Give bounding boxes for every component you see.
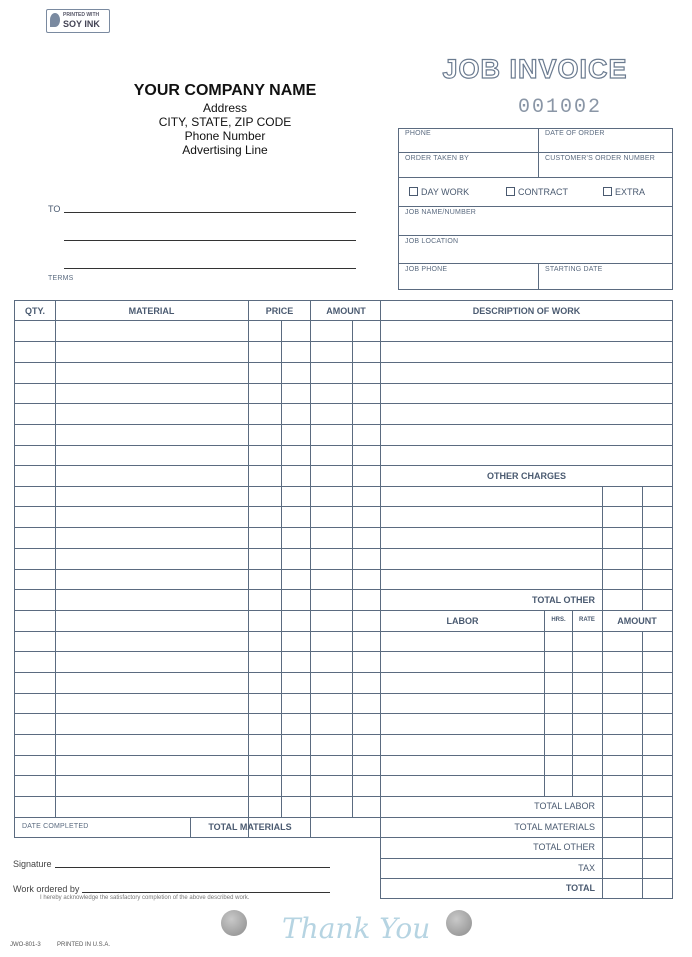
job-name-number-label: JOB NAME/NUMBER (405, 209, 477, 216)
right-row-line (381, 693, 673, 694)
qty-header: QTY. (24, 306, 45, 316)
price-divider (310, 300, 311, 838)
total-materials-left-label: TOTAL MATERIALS (208, 822, 292, 832)
invoice-number: 001002 (517, 96, 602, 119)
left-row-line (14, 548, 381, 549)
right-row-line (381, 672, 673, 673)
right-row-line (381, 548, 673, 549)
right-row-line (381, 527, 673, 528)
hrs-header: HRS. (551, 617, 566, 623)
left-row-line (14, 506, 381, 507)
right-row-line (381, 465, 673, 466)
price-cents-divider (281, 320, 282, 817)
price-header: PRICE (265, 306, 294, 316)
material-header: MATERIAL (128, 306, 175, 316)
total-labor-label: TOTAL LABOR (534, 801, 595, 811)
phone-label: PHONE (405, 130, 431, 137)
to-line-3[interactable] (64, 268, 356, 269)
summary-tax-label: TAX (578, 863, 595, 873)
thank-you-text: Thank You (282, 912, 431, 945)
left-row-line (14, 672, 381, 673)
labor-header: LABOR (446, 616, 479, 626)
qty-divider (55, 300, 56, 817)
signature-line[interactable] (55, 867, 330, 868)
job-location-label: JOB LOCATION (405, 238, 459, 245)
right-row-line (381, 424, 673, 425)
right-row-line (381, 506, 673, 507)
left-row-line (14, 341, 381, 342)
company-phone: Phone Number (184, 129, 266, 143)
rate-header: RATE (579, 617, 595, 623)
date-completed-label: DATE COMPLETED (22, 823, 89, 830)
material-divider (248, 300, 249, 838)
left-row-line (14, 631, 381, 632)
left-row-line (14, 424, 381, 425)
left-row-line (14, 734, 381, 735)
left-row-line (14, 486, 381, 487)
left-row-line (14, 755, 381, 756)
other-charges-header: OTHER CHARGES (486, 471, 566, 481)
left-row-line (14, 445, 381, 446)
starting-date-label: STARTING DATE (545, 266, 603, 273)
logo-line1: PRINTED WITH (63, 12, 100, 18)
right-row-line (381, 486, 673, 487)
summary-row-line (380, 878, 673, 879)
left-row-line (14, 465, 381, 466)
left-row-line (14, 693, 381, 694)
form-code: JWO-801-3 (10, 942, 41, 948)
signature-label: Signature (13, 859, 52, 869)
to-line-2[interactable] (64, 240, 356, 241)
company-address: Address (202, 101, 248, 115)
punch-hole-right (446, 910, 472, 936)
left-row-line (14, 589, 381, 590)
right-row-line (381, 796, 673, 797)
summary-cents-divider (642, 837, 643, 899)
right-row-line (381, 383, 673, 384)
soy-ink-logo (46, 9, 110, 33)
amount-header: AMOUNT (326, 306, 366, 316)
right-row-line (381, 713, 673, 714)
date-of-order-label: DATE OF ORDER (545, 130, 605, 137)
to-line-1[interactable] (64, 212, 356, 213)
summary-amount-divider (602, 837, 603, 899)
labor-amount-divider (602, 610, 603, 838)
job-phone-label: JOB PHONE (405, 266, 448, 273)
right-row-line (381, 817, 673, 818)
customer-order-number-label: CUSTOMER'S ORDER NUMBER (545, 155, 656, 162)
right-row-line (381, 403, 673, 404)
left-row-line (14, 775, 381, 776)
order-taken-by-label: ORDER TAKEN BY (405, 155, 469, 162)
invoice-title: JOB INVOICE (442, 54, 628, 84)
day-work-label: DAY WORK (421, 187, 470, 197)
description-header: DESCRIPTION OF WORK (472, 306, 581, 316)
left-row-line (14, 320, 381, 321)
right-row-line (381, 445, 673, 446)
right-row-line (381, 651, 673, 652)
summary-total-label: TOTAL (565, 883, 595, 893)
left-row-line (14, 610, 381, 611)
left-row-line (14, 362, 381, 363)
labor-amount-header: AMOUNT (617, 616, 657, 626)
left-row-line (14, 569, 381, 570)
total-materials-right-label: TOTAL MATERIALS (514, 822, 595, 832)
total-other-label: TOTAL OTHER (532, 595, 595, 605)
work-ordered-by-label: Work ordered by (13, 884, 80, 894)
acknowledge-text: I hereby acknowledge the satisfactory completion of the above described work. (40, 895, 250, 901)
hrs-divider (544, 610, 545, 796)
extra-checkbox[interactable] (603, 187, 612, 196)
terms-label: TERMS (48, 275, 74, 282)
right-row-line (381, 755, 673, 756)
right-row-line (381, 362, 673, 363)
company-advertising-line: Advertising Line (182, 143, 268, 157)
left-row-line (14, 713, 381, 714)
other-charges-amount-divider (602, 486, 603, 610)
right-row-line (381, 631, 673, 632)
left-row-line (14, 796, 381, 797)
right-row-line (381, 734, 673, 735)
summary-total-other-label: TOTAL OTHER (533, 842, 595, 852)
other-charges-cents-divider (642, 486, 643, 610)
right-row-line (381, 610, 673, 611)
contract-checkbox[interactable] (506, 187, 515, 196)
left-row-line (14, 383, 381, 384)
left-row-line (14, 651, 381, 652)
printed-in-usa: PRINTED IN U.S.A. (57, 942, 111, 948)
rate-divider (572, 610, 573, 796)
logo-line2: SOY INK (63, 19, 100, 29)
right-row-line (381, 320, 673, 321)
labor-cents-divider (642, 631, 643, 838)
left-row-line (14, 817, 381, 818)
work-ordered-by-line[interactable] (82, 892, 330, 893)
to-label: TO (48, 204, 61, 214)
left-row-line (14, 403, 381, 404)
right-row-line (381, 775, 673, 776)
company-name: YOUR COMPANY NAME (133, 82, 317, 99)
company-city-state-zip: CITY, STATE, ZIP CODE (158, 115, 292, 129)
soy-leaf-icon (50, 13, 60, 27)
amount-cents-divider (352, 320, 353, 817)
day-work-checkbox[interactable] (409, 187, 418, 196)
contract-label: CONTRACT (518, 187, 568, 197)
punch-hole-left (221, 910, 247, 936)
right-row-line (381, 341, 673, 342)
left-row-line (14, 527, 381, 528)
right-row-line (381, 589, 673, 590)
extra-label: EXTRA (615, 187, 646, 197)
summary-row-line (380, 858, 673, 859)
right-row-line (381, 569, 673, 570)
